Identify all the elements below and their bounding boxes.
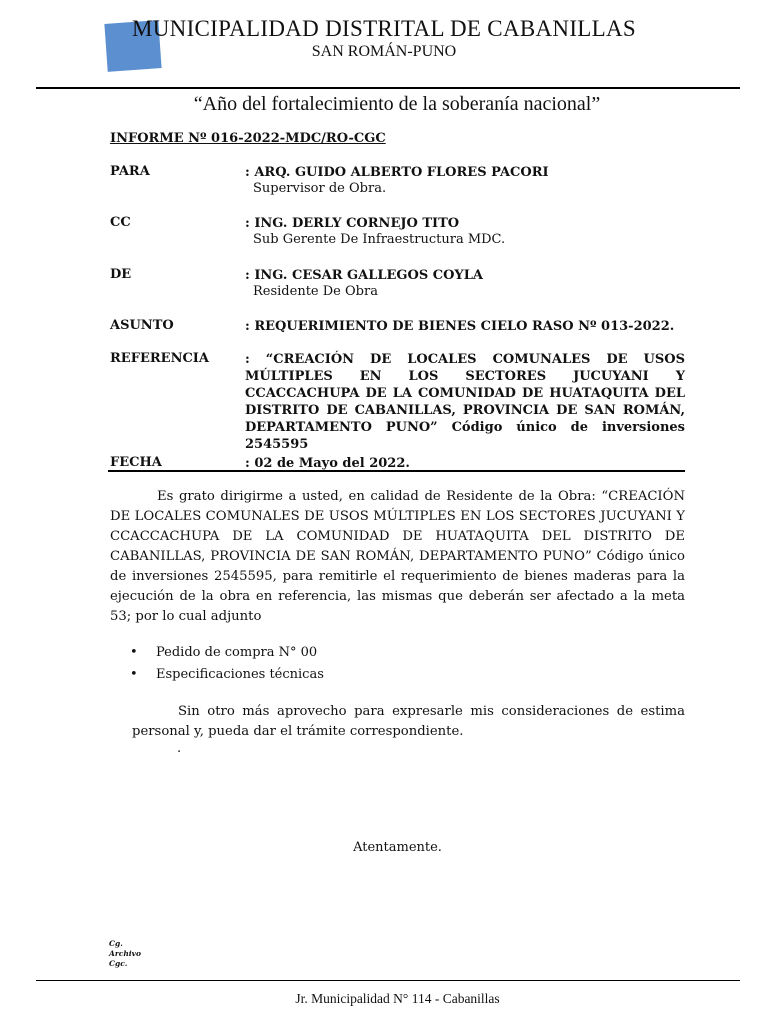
footer-divider (36, 980, 740, 981)
field-label: CC (110, 215, 131, 230)
field-role: Supervisor de Obra. (253, 181, 387, 196)
field-label: PARA (110, 164, 150, 179)
header-divider (36, 87, 740, 89)
sign-off: Atentamente. (353, 840, 442, 855)
initials-line: Cg. (109, 939, 123, 948)
field-value: : 02 de Mayo del 2022. (245, 456, 410, 471)
initials-line: Archivo (109, 949, 141, 958)
bullet-icon: • (130, 645, 138, 660)
field-role: Residente De Obra (253, 284, 378, 299)
attachments-list (130, 645, 324, 689)
list-item (130, 645, 324, 667)
field-role: Sub Gerente De Infraestructura MDC. (253, 232, 506, 247)
field-value: : “CREACIÓN DE LOCALES COMUNALES DE USOS MÚLTIPLES EN LOS SECTORES JUCUYANI Y CCACCACHUPA DE LA COMUNIDAD DE HUATAQUITA DEL DISTRITO DE CABANILLAS, PROVINCIA DE SAN ROMÁN, DEPARTAMENTO PUNO” Código único de inversiones 2545595 (245, 352, 685, 452)
footer-address: Jr. Municipalidad N° 114 - Cabanillas (295, 991, 500, 1006)
year-motto: “Año del fortalecimiento de la soberanía nacional” (193, 93, 601, 115)
bullet-icon: • (130, 667, 138, 682)
field-value: : REQUERIMIENTO DE BIENES CIELO RASO Nº 013-2022. (245, 319, 675, 334)
initials-line: Cgc. (109, 959, 128, 968)
closing-paragraph: Sin otro más aprovecho para expresarle mis consideraciones de estima personal y, pueda dar el trámite correspondiente. (132, 704, 685, 739)
list-item-text: Pedido de compra N° 00 (156, 645, 318, 660)
reference-initials (109, 939, 141, 969)
field-value: : ING. DERLY CORNEJO TITO (245, 216, 460, 231)
body-paragraph: Es grato dirigirme a usted, en calidad de Residente de la Obra: “CREACIÓN DE LOCALES COMUNALES DE USOS MÚLTIPLES EN LOS SECTORES JUCUYANI Y CCACCACHUPA DE LA COMUNIDAD DE HUATAQUITA DEL DISTRITO DE CABANILLAS, PROVINCIA DE SAN ROMÁN, DEPARTAMENTO PUNO” Código único de inversiones 2545595, para remitirle el requerimiento de bienes maderas para la ejecución de la obra en referencia, las mismas que deberán ser afectado a la meta 53; por lo cual adjunto (110, 489, 685, 624)
field-value: : ARQ. GUIDO ALBERTO FLORES PACORI (245, 165, 549, 180)
header-title: MUNICIPALIDAD DISTRITAL DE CABANILLAS (132, 16, 636, 41)
report-number: INFORME Nº 016-2022-MDC/RO-CGC (110, 131, 386, 146)
header-subtitle: SAN ROMÁN-PUNO (311, 43, 457, 60)
list-item-text: Especificaciones técnicas (156, 667, 324, 682)
list-item (130, 667, 324, 689)
field-value: : ING. CESAR GALLEGOS COYLA (245, 268, 483, 283)
date-divider (108, 470, 685, 472)
field-label: DE (110, 267, 132, 282)
field-label: REFERENCIA (110, 351, 209, 366)
field-label: FECHA (110, 455, 162, 470)
trailing-dot: . (177, 741, 182, 756)
field-label: ASUNTO (110, 318, 174, 333)
